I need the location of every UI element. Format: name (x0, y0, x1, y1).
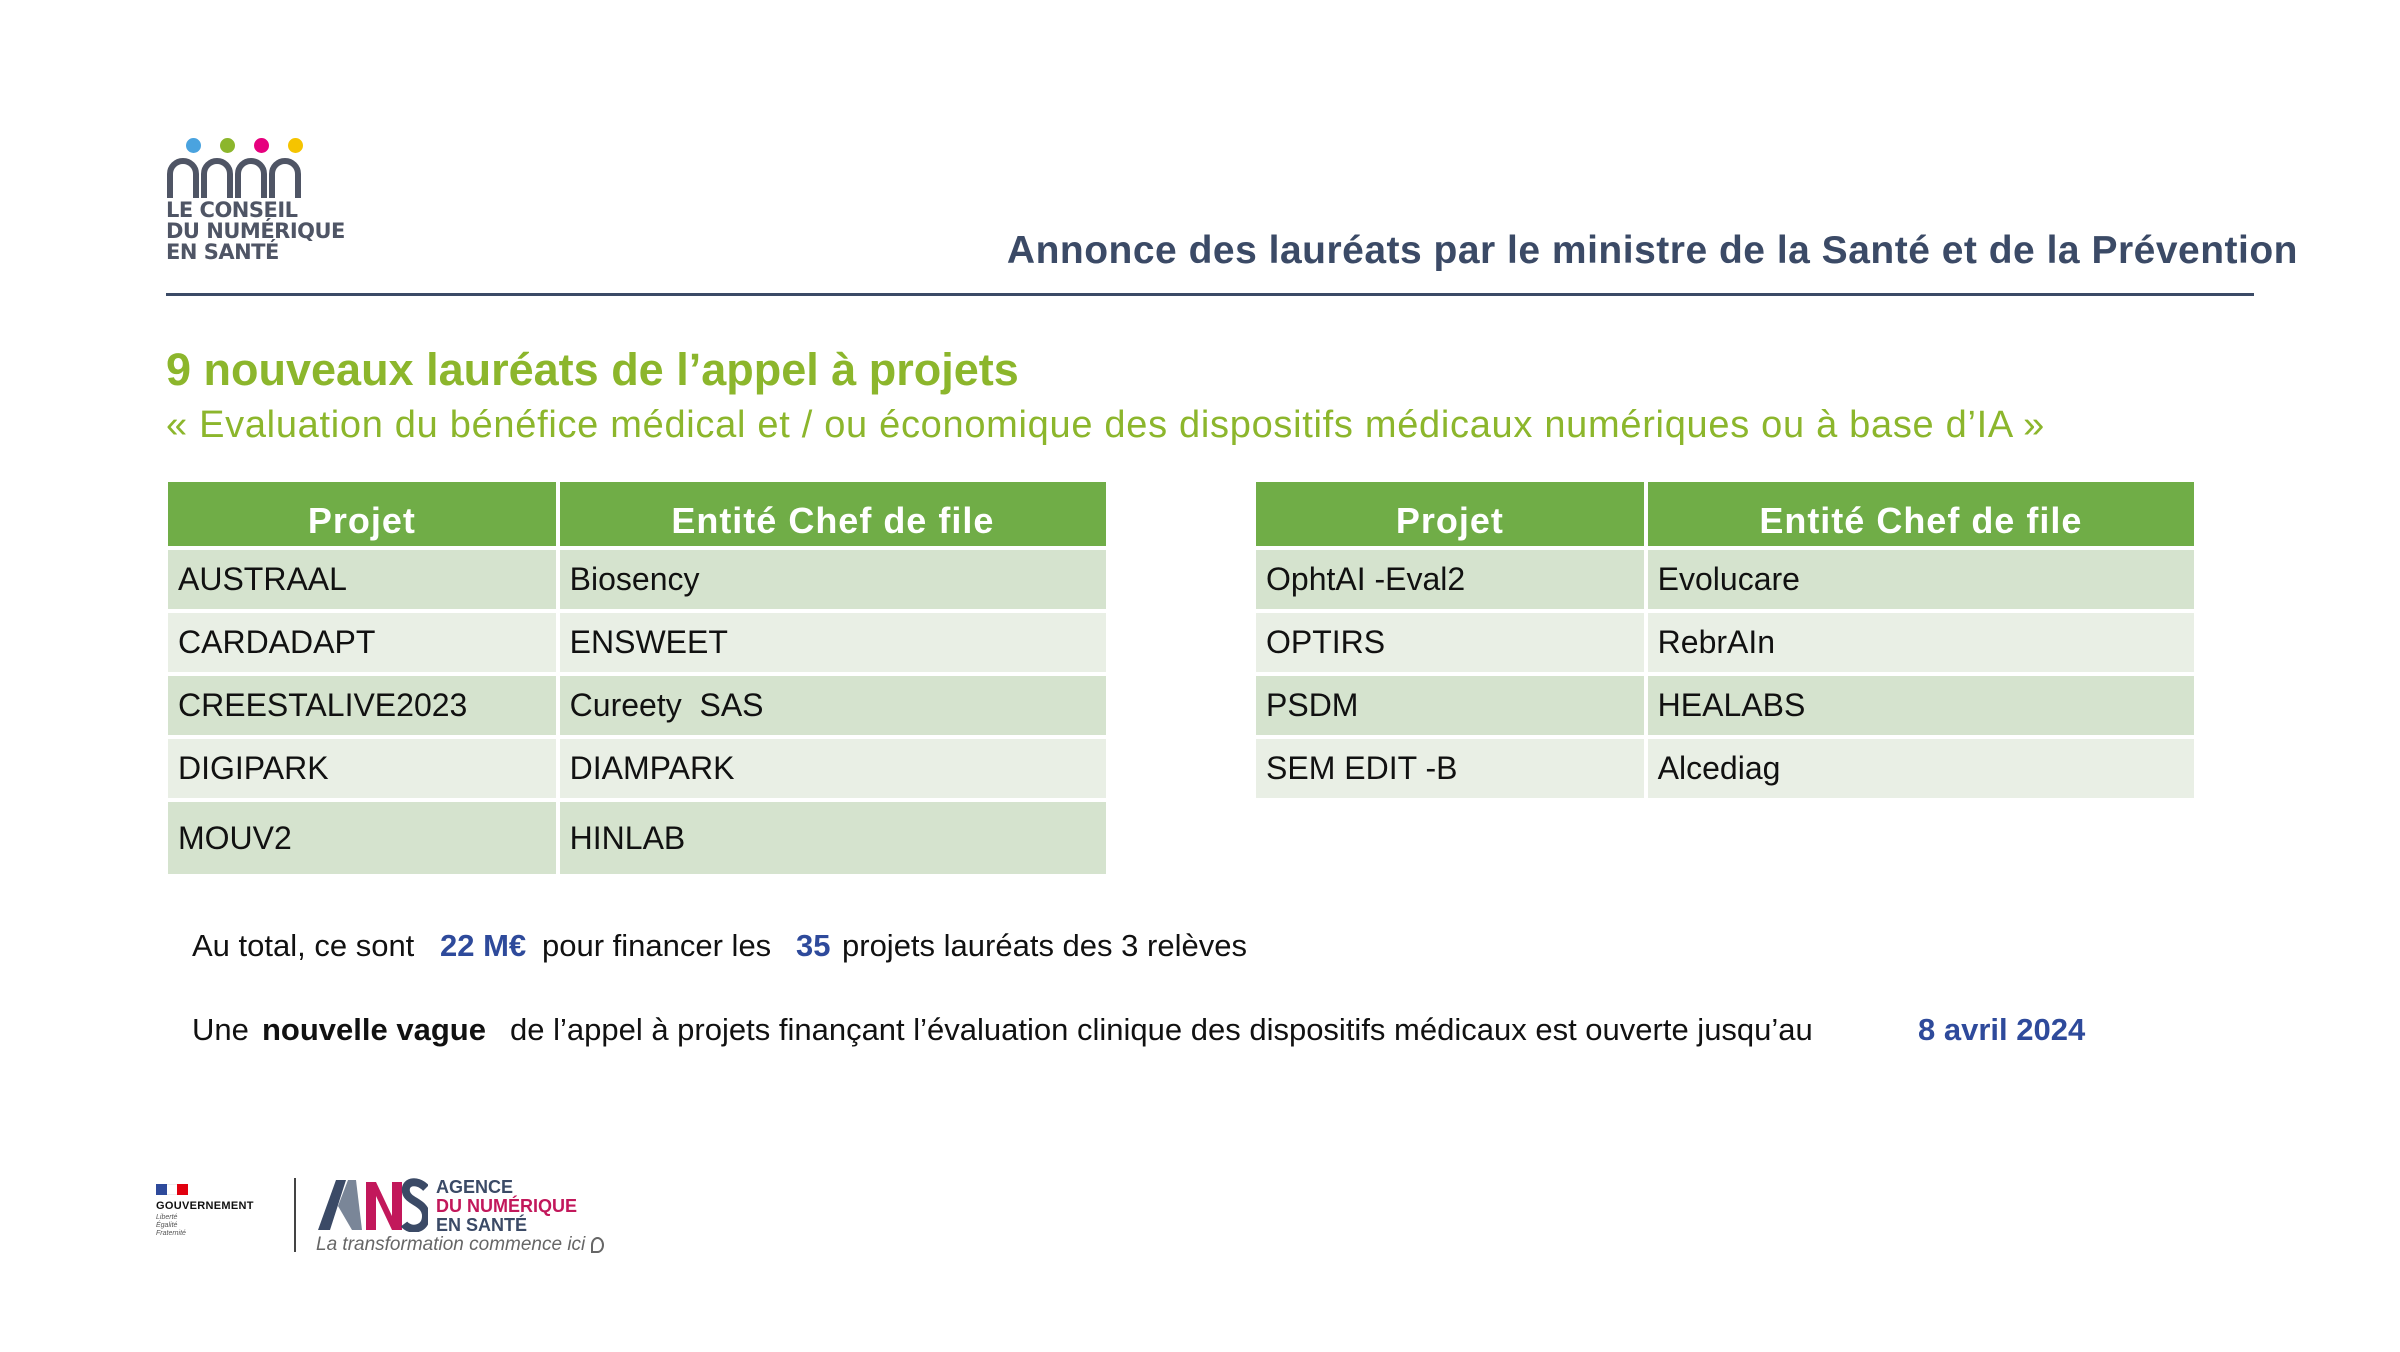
motto-line: Fraternité (156, 1230, 186, 1237)
footer-divider (294, 1178, 296, 1252)
total-prefix: Au total, ce sont (192, 928, 415, 963)
entity-cell: HINLAB (560, 802, 1106, 874)
page-header-title: Annonce des lauréats par le ministre de la Santé et de la Prévention (1006, 229, 2298, 272)
wave-bold: nouvelle vague (262, 1012, 486, 1047)
header-divider (166, 293, 2254, 296)
wave-date: 8 avril 2024 (1918, 1012, 2086, 1047)
table-row (1256, 739, 2194, 798)
logo-dot-blue (186, 138, 201, 153)
entity-cell: Cureety SAS (560, 676, 1106, 735)
french-flag-icon (156, 1184, 188, 1195)
logo-dot-pink (254, 138, 269, 153)
project-cell: DIGIPARK (168, 739, 556, 798)
total-mid: pour financer les (542, 928, 772, 963)
entity-cell: ENSWEET (560, 613, 1106, 672)
entity-cell: RebrAIn (1648, 613, 2194, 672)
table-row (1256, 613, 2194, 672)
ans-line-2: DU NUMÉRIQUE (436, 1196, 578, 1216)
motto-line: Liberté (156, 1214, 178, 1221)
logo-dots (176, 138, 316, 158)
entity-cell: DIAMPARK (560, 739, 1106, 798)
project-cell: MOUV2 (168, 802, 556, 874)
project-cell: SEM EDIT -B (1256, 739, 1644, 798)
logo-dot-yellow (288, 138, 303, 153)
project-cell: PSDM (1256, 676, 1644, 735)
sub-heading: « Evaluation du bénéfice médical et / ou économique des dispositifs médicaux numériques ou à base d’IA » (166, 404, 2045, 446)
logo-arches-icon (166, 156, 306, 200)
column-header-projet: Projet (1256, 482, 1644, 546)
table-row (168, 613, 1106, 672)
ans-line-1: AGENCE (436, 1177, 514, 1197)
conseil-numerique-sante-logo (166, 134, 386, 274)
ans-tagline-text: La transformation commence ici (316, 1234, 586, 1255)
entity-cell: Evolucare (1648, 550, 2194, 609)
column-header-entite: Entité Chef de file (560, 482, 1106, 546)
gouvernement-label: GOUVERNEMENT (156, 1200, 254, 1212)
project-cell: OphtAI -Eval2 (1256, 550, 1644, 609)
laureates-table-left (164, 478, 1110, 878)
ans-wordmark (436, 1178, 577, 1235)
table-row (1256, 676, 2194, 735)
wave-prefix: Une (192, 1012, 249, 1047)
logo-line-1: LE CONSEIL (166, 198, 298, 222)
table-row (168, 739, 1106, 798)
project-cell: AUSTRAAL (168, 550, 556, 609)
total-count: 35 (796, 928, 831, 963)
column-header-projet: Projet (168, 482, 556, 546)
project-cell: CREESTALIVE2023 (168, 676, 556, 735)
table-row (168, 550, 1106, 609)
table-header-row (168, 482, 1106, 546)
table-row (1256, 550, 2194, 609)
logo-line-3: EN SANTÉ (166, 240, 279, 264)
motto-line: Égalité (156, 1222, 178, 1229)
logo-line-2: DU NUMÉRIQUE (166, 219, 345, 243)
ans-mark-icon (316, 1176, 428, 1232)
entity-cell: HEALABS (1648, 676, 2194, 735)
project-cell: CARDADAPT (168, 613, 556, 672)
laureates-table-right (1252, 478, 2198, 802)
project-cell: OPTIRS (1256, 613, 1644, 672)
table-header-row (1256, 482, 2194, 546)
table-row (168, 676, 1106, 735)
ans-line-3: EN SANTÉ (436, 1215, 528, 1235)
main-heading: 9 nouveaux lauréats de l’appel à projets (166, 344, 1019, 395)
table-row (168, 802, 1106, 874)
entity-cell: Biosency (560, 550, 1106, 609)
ans-tagline (316, 1234, 604, 1256)
wave-mid: de l’appel à projets finançant l’évaluation clinique des dispositifs médicaux est ouverte jusqu’au (510, 1012, 1813, 1047)
logo-dot-green (220, 138, 235, 153)
entity-cell: Alcediag (1648, 739, 2194, 798)
column-header-entite: Entité Chef de file (1648, 482, 2194, 546)
gouvernement-motto (156, 1214, 266, 1238)
total-suffix: projets lauréats des 3 relèves (842, 928, 1247, 963)
location-pin-icon (591, 1237, 604, 1253)
gouvernement-logo (156, 1184, 266, 1238)
logo-wordmark (166, 200, 396, 263)
total-amount: 22 M€ (440, 928, 527, 963)
